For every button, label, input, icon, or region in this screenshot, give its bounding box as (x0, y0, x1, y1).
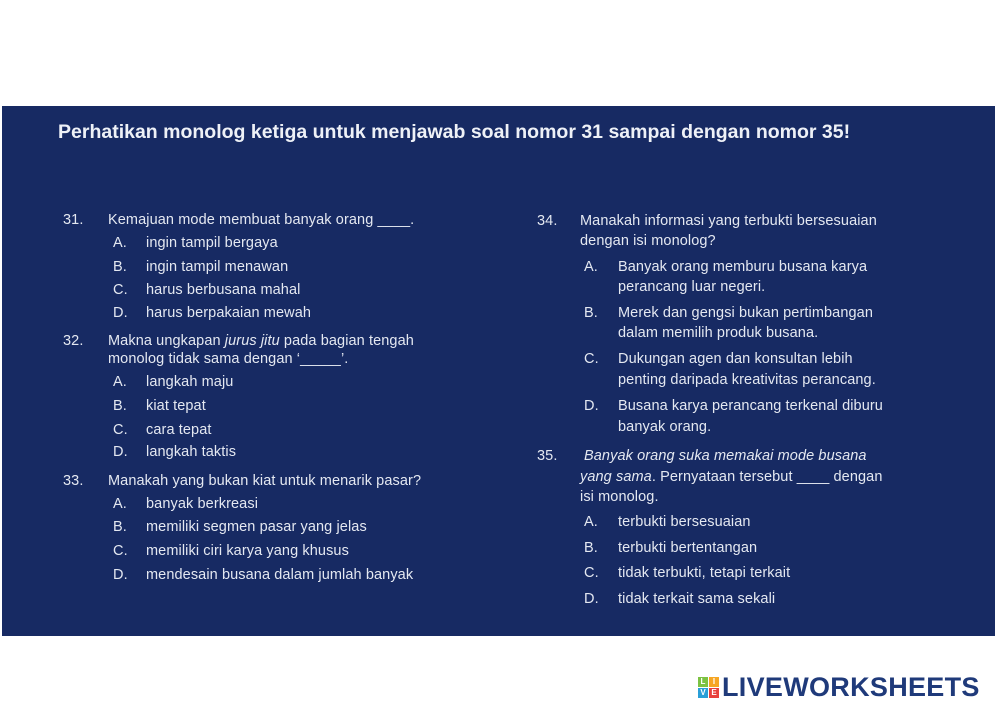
option-letter: B. (113, 259, 127, 275)
option-letter: D. (584, 591, 599, 607)
option-text[interactable]: Banyak orang memburu busana karya (618, 259, 868, 275)
option-letter: D. (113, 567, 128, 583)
option-letter: C. (584, 565, 599, 581)
option-text[interactable]: cara tepat (146, 422, 212, 438)
text-post: . Pernyataan tersebut ____ dengan (651, 469, 883, 485)
option-letter: C. (113, 282, 128, 298)
logo-block: V (698, 688, 708, 698)
question-number: 34. (537, 213, 558, 229)
logo-block: I (709, 677, 719, 687)
question-text-line2: monolog tidak sama dengan ‘_____’. (108, 351, 349, 367)
option-letter: D. (113, 444, 128, 460)
option-text-line2[interactable]: penting daripada kreativitas perancang. (618, 372, 876, 388)
logo-text: LIVEWORKSHEETS (722, 672, 980, 702)
question-number: 32. (63, 333, 84, 349)
option-text[interactable]: banyak berkreasi (146, 496, 259, 512)
question-text-line3: isi monolog. (580, 489, 659, 505)
logo-blocks-icon (698, 677, 719, 698)
option-letter: B. (584, 540, 598, 556)
option-letter: D. (584, 398, 599, 414)
option-letter: D. (113, 305, 128, 321)
question-text-line2: dengan isi monolog? (580, 233, 716, 249)
option-text[interactable]: Busana karya perancang terkenal diburu (618, 398, 883, 414)
option-text[interactable]: langkah maju (146, 374, 234, 390)
question-text (108, 332, 414, 350)
option-text[interactable]: Dukungan agen dan konsultan lebih (618, 351, 853, 367)
option-text[interactable]: harus berpakaian mewah (146, 305, 312, 321)
text-pre: Makna ungkapan (108, 333, 225, 349)
logo-block: L (698, 677, 708, 687)
liveworksheets-logo (698, 672, 980, 703)
option-letter: A. (584, 514, 598, 530)
option-text[interactable]: terbukti bertentangan (618, 540, 758, 556)
question-number: 35. (537, 448, 558, 464)
option-letter: B. (113, 519, 127, 535)
option-text[interactable]: tidak terkait sama sekali (618, 591, 776, 607)
option-letter: C. (113, 422, 128, 438)
italic-phrase: jurus jitu (224, 333, 280, 349)
option-text[interactable]: mendesain busana dalam jumlah banyak (146, 567, 414, 583)
option-text[interactable]: langkah taktis (146, 444, 237, 460)
option-letter: A. (584, 259, 598, 275)
option-text[interactable]: tidak terbukti, tetapi terkait (618, 565, 791, 581)
option-letter: C. (584, 351, 599, 367)
text-post: pada bagian tengah (279, 333, 414, 349)
option-text-line2[interactable]: perancang luar negeri. (618, 279, 766, 295)
option-text[interactable]: memiliki segmen pasar yang jelas (146, 519, 367, 535)
option-letter: A. (113, 374, 127, 390)
option-text-line2[interactable]: banyak orang. (618, 419, 712, 435)
question-text (584, 447, 867, 465)
option-letter: A. (113, 496, 127, 512)
option-text[interactable]: ingin tampil menawan (146, 259, 289, 275)
page-title: Perhatikan monolog ketiga untuk menjawab soal nomor 31 sampai dengan nomor 35! (58, 121, 851, 143)
question-text-line2 (580, 468, 883, 486)
option-text[interactable]: harus berbusana mahal (146, 282, 301, 298)
logo-block: E (709, 688, 719, 698)
option-letter: B. (584, 305, 598, 321)
option-text[interactable]: Merek dan gengsi bukan pertimbangan (618, 305, 873, 321)
option-text[interactable]: memiliki ciri karya yang khusus (146, 543, 349, 559)
option-text-line2[interactable]: dalam memilih produk busana. (618, 325, 819, 341)
question-text: Manakah informasi yang terbukti bersesuaian (580, 213, 877, 229)
option-text[interactable]: kiat tepat (146, 398, 206, 414)
italic-statement-end: yang sama (580, 469, 652, 485)
option-letter: C. (113, 543, 128, 559)
question-number: 33. (63, 473, 84, 489)
option-text[interactable]: ingin tampil bergaya (146, 235, 278, 251)
option-letter: A. (113, 235, 127, 251)
option-letter: B. (113, 398, 127, 414)
option-text[interactable]: terbukti bersesuaian (618, 514, 751, 530)
question-number: 31. (63, 212, 84, 228)
question-text: Kemajuan mode membuat banyak orang ____. (108, 212, 415, 228)
italic-statement: Banyak orang suka memakai mode busana (584, 448, 867, 464)
question-text: Manakah yang bukan kiat untuk menarik pasar? (108, 473, 422, 489)
